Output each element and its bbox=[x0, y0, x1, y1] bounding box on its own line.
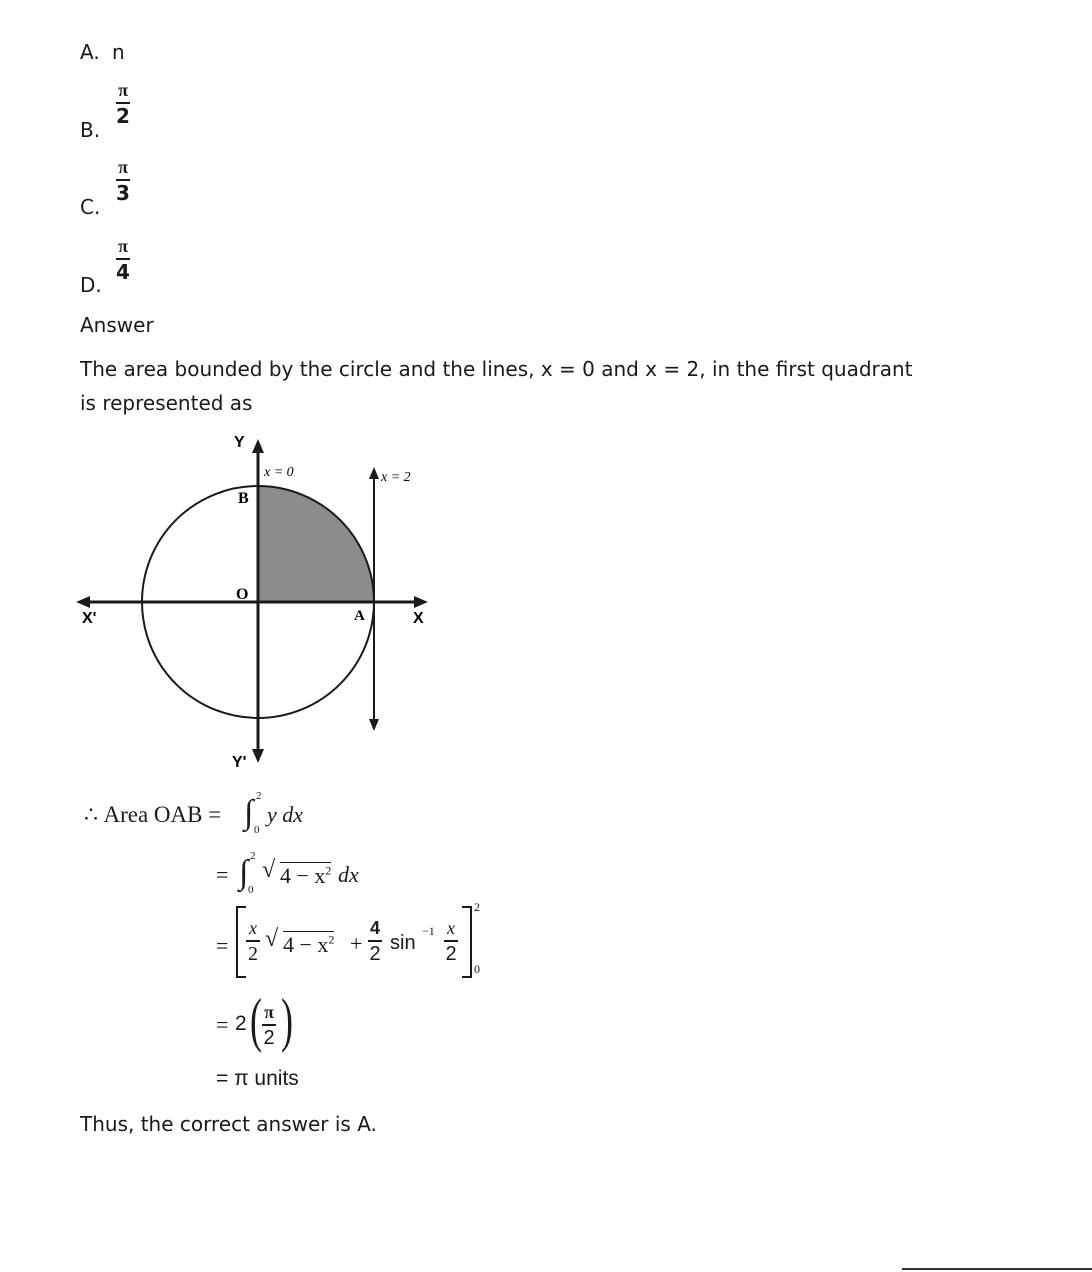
sqrt-expression: 4 − x bbox=[283, 932, 329, 957]
option-d-numerator: π bbox=[118, 236, 128, 256]
sqrt-sign: √ bbox=[265, 926, 279, 952]
label-x: X bbox=[413, 610, 424, 627]
final-result: = π units bbox=[216, 1067, 299, 1090]
option-c-numerator: π bbox=[118, 157, 128, 177]
coefficient-2: 2 bbox=[235, 1012, 247, 1035]
denominator-2: 2 bbox=[369, 943, 381, 965]
option-a bbox=[80, 40, 125, 64]
equals-3: = bbox=[216, 933, 229, 958]
denominator-2: 2 bbox=[445, 943, 457, 965]
left-paren: ( bbox=[249, 987, 262, 1053]
sqrt-sign: √ bbox=[262, 857, 276, 883]
conclusion-text: Thus, the correct answer is A. bbox=[80, 1112, 377, 1136]
y-axis-down-arrow bbox=[252, 749, 264, 763]
option-b-fraction bbox=[116, 80, 130, 126]
denominator-2: 2 bbox=[263, 1027, 275, 1049]
sqrt-body bbox=[280, 862, 331, 889]
intro-line-1: The area bounded by the circle and the lines, x = 0 and x = 2, in the first quadrant bbox=[80, 357, 913, 381]
option-b-denominator: 2 bbox=[116, 104, 130, 128]
label-b: B bbox=[238, 490, 249, 507]
plus-sign: + bbox=[350, 931, 363, 956]
numerator-x: x bbox=[447, 918, 455, 938]
intro-line-2: is represented as bbox=[80, 391, 253, 415]
label-o: O bbox=[236, 586, 249, 603]
option-a-letter: A. bbox=[80, 40, 100, 64]
integrand-y-dx: y dx bbox=[267, 802, 304, 827]
numerator-x: x bbox=[249, 918, 257, 938]
fraction-bar bbox=[444, 940, 458, 942]
right-paren: ) bbox=[280, 987, 293, 1053]
fraction-4-over-2 bbox=[368, 918, 382, 964]
label-x-prime: X' bbox=[82, 610, 97, 627]
superscript-2: 2 bbox=[325, 863, 332, 878]
solution-line-1 bbox=[84, 802, 221, 828]
x-axis-left-arrow bbox=[76, 596, 90, 608]
label-a: A bbox=[354, 608, 365, 624]
option-a-value: n bbox=[112, 40, 125, 64]
sqrt-body bbox=[283, 931, 334, 958]
label-line-x2: x = 2 bbox=[381, 470, 411, 485]
dx: dx bbox=[338, 862, 359, 887]
label-line-x0: x = 0 bbox=[264, 465, 294, 480]
sin-function: sin bbox=[390, 932, 416, 954]
equals-2: = bbox=[216, 862, 229, 887]
integral-upper-limit: 2 bbox=[250, 850, 256, 862]
integral-sign: ∫ bbox=[239, 854, 249, 891]
right-bracket bbox=[462, 906, 472, 978]
fraction-x-over-2 bbox=[444, 918, 458, 964]
option-c-denominator: 3 bbox=[116, 181, 130, 205]
bottom-divider bbox=[902, 1268, 1092, 1270]
label-y: Y bbox=[234, 434, 245, 451]
circle-figure bbox=[70, 425, 450, 775]
fraction-bar bbox=[368, 940, 382, 942]
area-label: Area OAB = bbox=[103, 802, 222, 827]
option-d-letter: D. bbox=[80, 273, 102, 297]
fraction-bar bbox=[262, 1024, 276, 1026]
shaded-region-oab bbox=[258, 486, 374, 602]
y-axis-up-arrow bbox=[252, 439, 264, 453]
fraction-x-over-2 bbox=[246, 918, 260, 964]
option-d-denominator: 4 bbox=[116, 260, 130, 284]
intro-paragraph bbox=[80, 352, 1040, 420]
option-c-letter: C. bbox=[80, 195, 101, 219]
option-b-letter: B. bbox=[80, 118, 101, 142]
line-x2-up-arrow bbox=[369, 467, 379, 479]
label-y-prime: Y' bbox=[232, 754, 247, 771]
option-d-fraction bbox=[116, 236, 130, 282]
x-axis-right-arrow bbox=[414, 596, 428, 608]
integral-lower-limit: 0 bbox=[254, 824, 260, 836]
fraction-pi-over-2 bbox=[262, 1002, 276, 1048]
option-c-fraction bbox=[116, 157, 130, 203]
integral-upper-limit: 2 bbox=[256, 790, 262, 802]
line-x2-down-arrow bbox=[369, 719, 379, 731]
integral-sign: ∫ bbox=[244, 794, 254, 831]
sqrt-expression: 4 − x bbox=[280, 863, 326, 888]
denominator-2: 2 bbox=[248, 943, 258, 965]
inverse-superscript: −1 bbox=[422, 924, 435, 938]
numerator-4: 4 bbox=[369, 918, 380, 938]
fraction-bar bbox=[246, 940, 260, 942]
option-b-numerator: π bbox=[118, 80, 128, 100]
evaluation-lower-limit: 0 bbox=[474, 962, 480, 976]
equals-4: = bbox=[216, 1012, 229, 1037]
numerator-pi: π bbox=[264, 1002, 274, 1022]
therefore-symbol: ∴ bbox=[84, 802, 98, 827]
left-bracket bbox=[236, 906, 246, 978]
superscript-2: 2 bbox=[328, 932, 335, 947]
integral-lower-limit: 0 bbox=[248, 884, 254, 896]
answer-heading: Answer bbox=[80, 313, 154, 337]
evaluation-upper-limit: 2 bbox=[474, 900, 480, 914]
